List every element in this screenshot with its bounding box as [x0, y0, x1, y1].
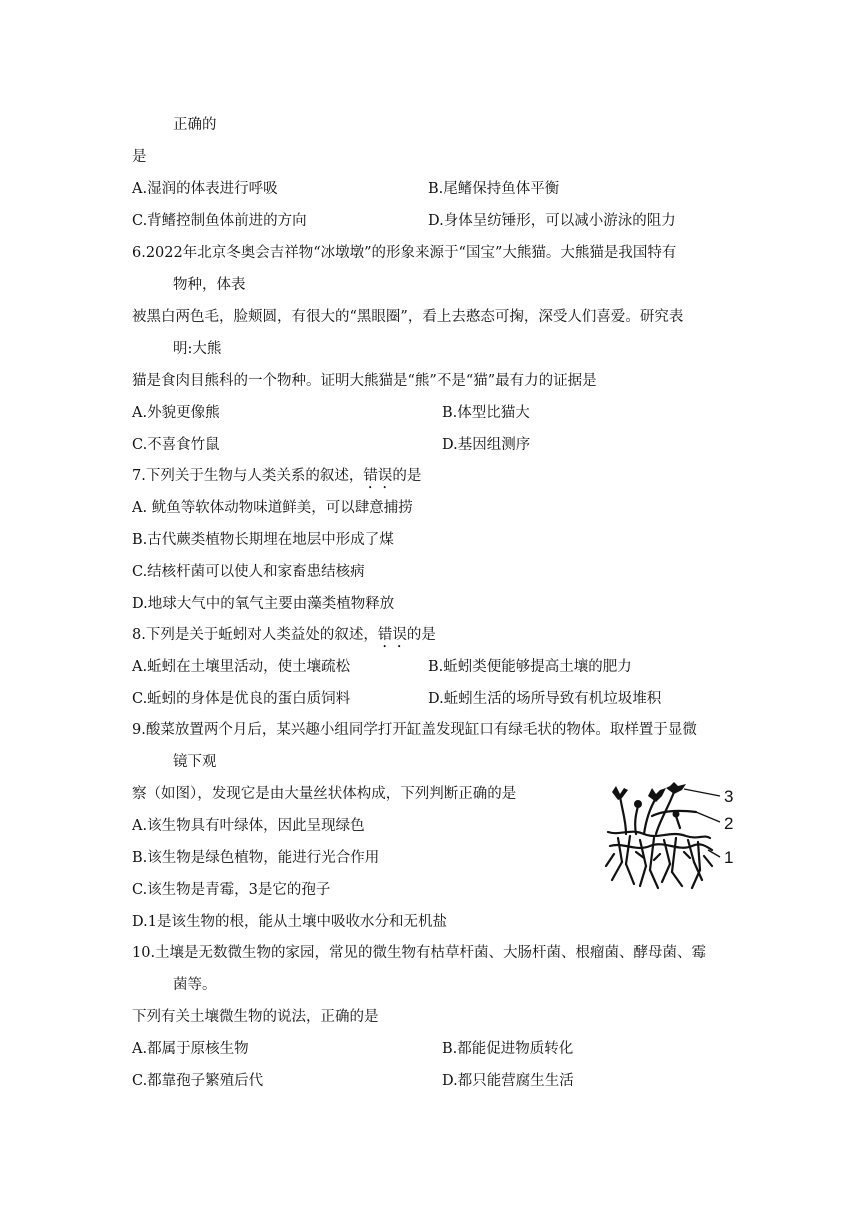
q10-stem-line3: 下列有关土壤微生物的说法，正确的是 — [132, 1009, 379, 1025]
q8-stem-post: 的是 — [406, 627, 436, 643]
q5-stem-continuation: 正确的 — [173, 117, 217, 133]
q9-stem-line2: 镜下观 — [173, 754, 217, 770]
q8-stem-pre: 8.下列是关于蚯蚓对人类益处的叙述， — [132, 627, 378, 643]
q6-stem-line2: 物种，体表 — [173, 277, 246, 293]
q6-option-b: B.体型比猫大 — [442, 405, 530, 421]
q7-stem — [132, 466, 421, 492]
q9-option-c: C.该生物是青霉，3是它的孢子 — [132, 882, 331, 898]
q10-option-b: B.都能促进物质转化 — [442, 1041, 574, 1057]
q6-stem-line1: 6.2022年北京冬奥会吉祥物“冰墩墩”的形象来源于“国宝”大熊猫。大熊猫是我国特有 — [132, 245, 677, 261]
q6-stem-line4: 明:大熊 — [173, 341, 222, 357]
q6-stem-line3: 被黑白两色毛，脸颊圆，有很大的“黑眼圈”，看上去憨态可掬，深受人们喜爱。研究表 — [132, 309, 684, 325]
q5-option-a: A.湿润的体表进行呼吸 — [132, 181, 278, 197]
q9-option-d: D.1是该生物的根，能从土壤中吸收水分和无机盐 — [132, 914, 447, 930]
q8-stem-emphasis: 错误 — [377, 627, 407, 643]
q7-stem-pre: 7.下列关于生物与人类关系的叙述， — [132, 468, 364, 484]
q9-option-b: B.该生物是绿色植物，能进行光合作用 — [132, 850, 380, 866]
mold-figure — [600, 780, 750, 892]
q9-stem-line1: 9.酸菜放置两个月后，某兴趣小组同学打开缸盖发现缸口有绿毛状的物体。取样置于显微 — [132, 722, 697, 738]
q7-option-c: C.结核杆菌可以使人和家畜患结核病 — [132, 564, 365, 580]
q5-option-c: C.背鳍控制鱼体前进的方向 — [132, 213, 307, 229]
q8-stem — [132, 625, 436, 651]
q10-stem-line1: 10.土壤是无数微生物的家园，常见的微生物有枯草杆菌、大肠杆菌、根瘤菌、酵母菌、霉 — [132, 945, 707, 961]
q9-option-a: A.该生物具有叶绿体，因此呈现绿色 — [132, 818, 365, 834]
figure-label-3: 3 — [724, 787, 734, 806]
mold-diagram — [600, 780, 750, 892]
q8-option-a: A.蚯蚓在土壤里活动，使土壤疏松 — [132, 659, 351, 675]
q7-option-b: B.古代蕨类植物长期埋在地层中形成了煤 — [132, 532, 394, 548]
q7-option-a: A. 鱿鱼等软体动物味道鲜美，可以肆意捕捞 — [132, 500, 413, 516]
q10-option-c: C.都靠孢子繁殖后代 — [132, 1073, 264, 1089]
q10-option-a: A.都属于原核生物 — [132, 1041, 249, 1057]
q8-option-c: C.蚯蚓的身体是优良的蛋白质饲料 — [132, 691, 351, 707]
q9-stem-line3: 察（如图），发现它是由大量丝状体构成，下列判断正确的是 — [132, 786, 517, 802]
q7-stem-post: 的是 — [392, 468, 422, 484]
q6-option-c: C.不喜食竹鼠 — [132, 437, 220, 453]
q6-option-a: A.外貌更像熊 — [132, 405, 220, 421]
q10-option-d: D.都只能营腐生生活 — [442, 1073, 574, 1089]
q5-option-d: D.身体呈纺锤形，可以减小游泳的阻力 — [428, 213, 676, 229]
q6-stem-line5: 猫是食肉目熊科的一个物种。证明大熊猫是“熊”不是“猫”最有力的证据是 — [132, 373, 597, 389]
q6-option-d: D.基因组测序 — [442, 437, 531, 453]
figure-label-1: 1 — [724, 848, 734, 867]
q8-option-d: D.蚯蚓生活的场所导致有机垃圾堆积 — [428, 691, 662, 707]
q8-option-b: B.蚯蚓类便能够提高土壤的肥力 — [428, 659, 632, 675]
q5-stem-end: 是 — [132, 149, 147, 165]
q7-stem-emphasis: 错误 — [363, 468, 393, 484]
q5-option-b: B.尾鳍保持鱼体平衡 — [428, 181, 560, 197]
q10-stem-line2: 菌等。 — [173, 977, 217, 993]
q7-option-d: D.地球大气中的氧气主要由藻类植物释放 — [132, 596, 395, 612]
figure-label-2: 2 — [724, 814, 734, 833]
